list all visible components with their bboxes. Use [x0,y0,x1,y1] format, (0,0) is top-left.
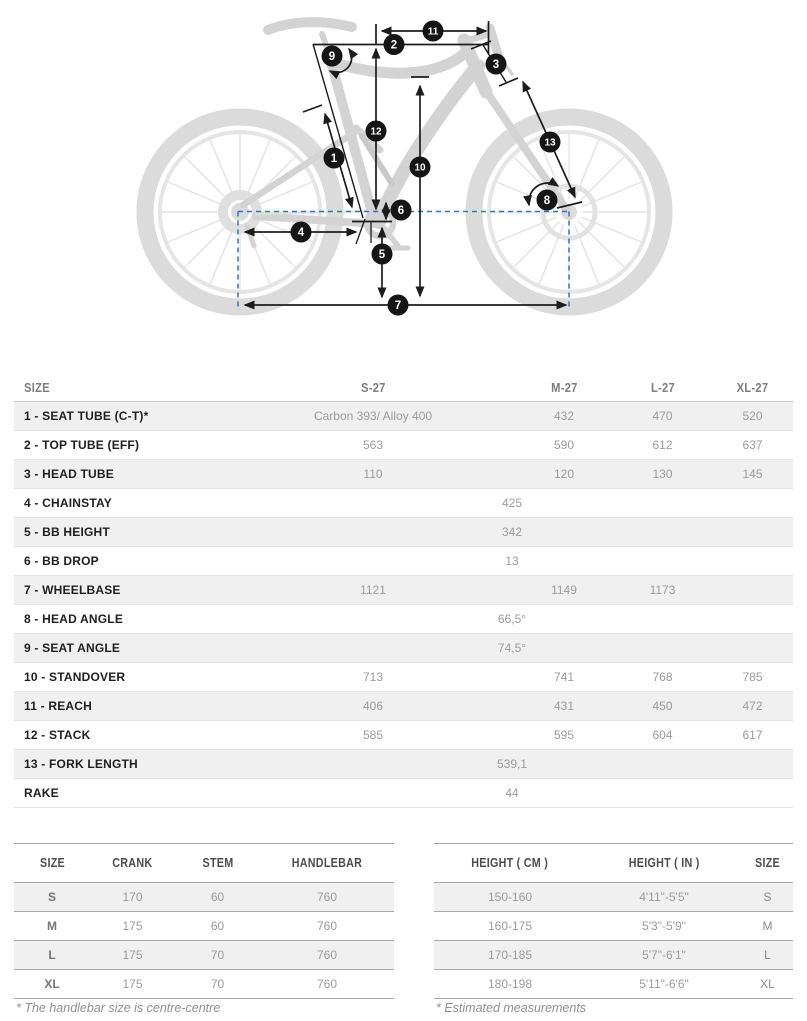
spoke-line [210,140,234,199]
size-cell: L [14,941,90,970]
callout-badge-3 [486,54,507,75]
value-cell: 431 [515,692,613,721]
value-cell: 70 [175,941,260,970]
size-cell: M [14,912,90,941]
callout-badge-11 [423,21,444,42]
column-header-stem [175,844,260,883]
value-cell: 160-175 [434,912,586,941]
spoke-line [250,222,295,267]
callout-number: 13 [544,137,556,149]
measurements-footnote: * Estimated measurements [436,1001,587,1015]
callout-badge-1 [324,148,345,169]
callout-number: 12 [370,126,382,138]
geometry-row [14,402,793,431]
header-label: SIZE [39,856,65,870]
geometry-row [14,489,793,518]
value-cell: 520 [712,402,793,431]
column-header-heightcm [434,844,586,883]
header-label: HANDLEBAR [291,856,363,870]
merged-value-cell: 44 [231,779,793,808]
geometry-table [14,374,793,808]
callout-badge-7 [388,295,409,316]
merged-value-cell: 539,1 [231,750,793,779]
value-cell: 617 [712,721,793,750]
value-cell: 5'3"-5'9" [586,912,742,941]
geometry-col-header-S-27 [231,374,515,402]
row-label: 3 - HEAD TUBE [14,460,231,489]
size-cell: XL [742,970,793,999]
value-cell: 175 [90,941,175,970]
callout-number: 6 [397,205,405,218]
value-cell: 741 [515,663,613,692]
components-table [14,843,394,999]
value-cell: 590 [515,431,613,460]
callout-number: 5 [378,249,386,262]
geometry-row [14,663,793,692]
bike-silhouette [145,22,664,307]
geometry-col-header-XL-27 [712,374,793,402]
column-header-heightin [586,844,742,883]
callout-badge-12 [366,121,387,142]
geometry-size-header [14,374,231,402]
callout-number: 4 [297,227,305,240]
header-label: CRANK [112,856,153,870]
value-cell: 595 [515,721,613,750]
callout-badge-6 [391,200,412,221]
value-cell: 180-198 [434,970,586,999]
value-cell: 470 [613,402,712,431]
value-cell: 637 [712,431,793,460]
value-cell: 585 [231,721,515,750]
row-label: 12 - STACK [14,721,231,750]
row-label: 1 - SEAT TUBE (C-T)* [14,402,231,431]
size-cell: S [14,883,90,912]
value-cell: 612 [613,431,712,460]
table-row [434,941,793,970]
row-label: 10 - STANDOVER [14,663,231,692]
table-row [14,912,394,941]
callout-number: 11 [427,26,439,38]
spoke-line [185,157,230,202]
geometry-col-header-L-27 [613,374,712,402]
header-label: STEM [202,856,233,870]
value-cell: 1149 [515,576,613,605]
column-header-handlebar [260,844,394,883]
value-cell: 5'11"-6'6" [586,970,742,999]
header-label: M-27 [550,380,578,395]
value-cell: 175 [90,912,175,941]
column-header-size [742,844,793,883]
rider-sizing-table [434,843,793,999]
merged-value-cell: 74,5° [231,634,793,663]
callout-badge-4 [291,222,312,243]
geometry-table-header [14,374,793,402]
row-label: RAKE [14,779,231,808]
value-cell: 713 [231,663,515,692]
header-label: HEIGHT ( CM ) [471,856,549,870]
column-header-size [14,844,90,883]
table-row [14,970,394,999]
callout-number: 9 [328,51,336,64]
header-label: SIZE [755,856,780,870]
row-label: 8 - HEAD ANGLE [14,605,231,634]
geometry-row [14,692,793,721]
callout-badge-13 [540,132,561,153]
value-cell: 4'11"-5'5" [586,883,742,912]
geometry-col-header-M-27 [515,374,613,402]
geometry-row [14,460,793,489]
row-label: 7 - WHEELBASE [14,576,231,605]
callout-number: 10 [414,162,426,174]
value-cell: 768 [613,663,712,692]
row-label: 6 - BB DROP [14,547,231,576]
value-cell: 760 [260,883,394,912]
value-cell: 60 [175,912,260,941]
header-label: HEIGHT ( IN ) [628,856,700,870]
callout-number: 1 [330,153,338,166]
spoke-line [185,222,230,267]
value-cell: 110 [231,460,515,489]
value-cell: 785 [712,663,793,692]
value-cell: 406 [231,692,515,721]
geometry-row [14,547,793,576]
size-cell: L [742,941,793,970]
geometry-row [14,779,793,808]
value-cell: 175 [90,970,175,999]
value-cell: 760 [260,970,394,999]
spoke-line [168,182,227,206]
geometry-row [14,605,793,634]
callout-number: 2 [390,39,398,52]
value-cell: 170 [90,883,175,912]
size-cell: S [742,883,793,912]
table-row [14,883,394,912]
value-cell: 120 [515,460,613,489]
table-row [14,941,394,970]
head-tube-tick-bottom [499,78,518,86]
row-label: 13 - FORK LENGTH [14,750,231,779]
callout-number: 7 [394,300,402,313]
callout-number: 3 [492,59,500,72]
header-label: S-27 [360,380,386,395]
value-cell: 150-160 [434,883,586,912]
geometry-row [14,721,793,750]
geometry-row [14,576,793,605]
merged-value-cell: 342 [231,518,793,547]
merged-value-cell: 66,5° [231,605,793,634]
row-label: 11 - REACH [14,692,231,721]
spoke-line [210,225,234,284]
value-cell: Carbon 393/ Alloy 400 [231,402,515,431]
seat-tube-tick [303,105,322,112]
callout-badge-5 [372,244,393,265]
value-cell: 1173 [613,576,712,605]
callout-badges [291,21,561,316]
table-row [434,883,793,912]
value-cell: 450 [613,692,712,721]
value-cell: 5'7"-6'1" [586,941,742,970]
value-cell: 563 [231,431,515,460]
row-label: 9 - SEAT ANGLE [14,634,231,663]
value-cell: 70 [175,970,260,999]
merged-value-cell: 425 [231,489,793,518]
callout-badge-2 [384,34,405,55]
geometry-row [14,750,793,779]
table-row [434,970,793,999]
geometry-row [14,431,793,460]
header-label: SIZE [24,380,50,395]
row-label: 5 - BB HEIGHT [14,518,231,547]
size-cell: XL [14,970,90,999]
geometry-row [14,518,793,547]
merged-value-cell: 13 [231,547,793,576]
bike-geometry-diagram [0,0,807,355]
value-cell: 170-185 [434,941,586,970]
value-cell: 760 [260,941,394,970]
row-label: 4 - CHAINSTAY [14,489,231,518]
value-cell [712,576,793,605]
value-cell: 145 [712,460,793,489]
value-cell: 472 [712,692,793,721]
row-label: 2 - TOP TUBE (EFF) [14,431,231,460]
column-header-crank [90,844,175,883]
callout-badge-8 [537,190,558,211]
value-cell: 60 [175,883,260,912]
header-label: XL-27 [736,380,769,395]
value-cell: 1121 [231,576,515,605]
value-cell: 432 [515,402,613,431]
table-row [434,912,793,941]
value-cell: 130 [613,460,712,489]
header-label: L-27 [650,380,675,395]
value-cell: 604 [613,721,712,750]
callout-number: 8 [543,195,551,208]
handlebar-footnote: * The handlebar size is centre-centre [16,1001,221,1015]
size-cell: M [742,912,793,941]
geometry-row [14,634,793,663]
callout-badge-10 [410,157,431,178]
value-cell: 760 [260,912,394,941]
spoke-line [168,217,227,241]
callout-badge-9 [322,46,343,67]
